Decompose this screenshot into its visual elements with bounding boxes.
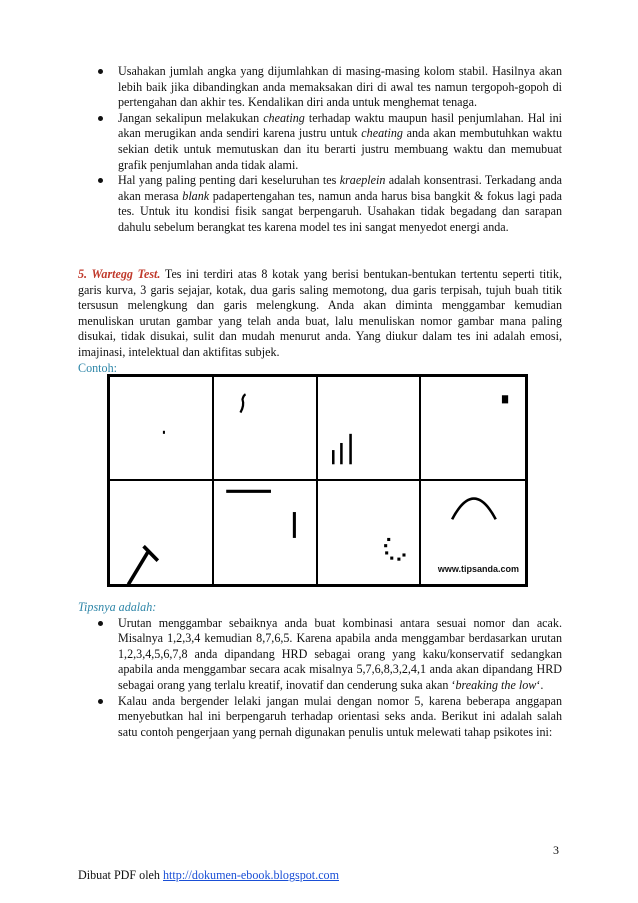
section-5-paragraph: 5. Wartegg Test. Tes ini terdiri atas 8 kotak yang berisi bentukan-bentukan tertentu seperti titik, garis kurva, 3 garis sejajar, kotak, dua garis saling memotong, dua garis terpisah, tujuh buah titik tersusun melengkung dan garis melengkung. Anda akan diminta menggambar kemudian menuliskan urutan gambar yang telah anda buat, lalu menuliskan nomor gambar mana paling disukai, tidak disukai, sulit dan mudah menurut anda. Yang diukur dalam tes ini adalah emosi, imajinasi, intelektual dan aktifitas subjek. (78, 267, 562, 359)
wartegg-box-7 (318, 481, 422, 585)
wartegg-box-6 (214, 481, 318, 585)
wartegg-box-2 (214, 377, 318, 481)
footer-link[interactable]: http://dokumen-ebook.blogspot.com (163, 868, 340, 882)
bullet-icon (98, 178, 103, 183)
watermark-text: www.tipsanda.com (437, 564, 519, 575)
dotted-arc (384, 537, 405, 560)
section-heading: 5. Wartegg Test. (78, 267, 161, 281)
bullet-icon (98, 699, 103, 704)
square-shape (502, 395, 508, 403)
list-item: Hal yang paling penting dari keseluruhan tes kraeplein adalah konsentrasi. Terkadang anda akan merasa blank padapertengahan tes, namun anda harus bisa bangkit & fokus lagi pada tes. Untuk itu kondisi fisik sangat berpengaruh. Usahakan tidak begadang dan sarapan dahulu sebelum berangkat tes karena model tes ini sangat menyedot energi anda. (78, 173, 562, 235)
page-number: 3 (553, 843, 559, 857)
wartegg-box-3 (318, 377, 422, 481)
dot-shape (163, 431, 165, 434)
wartegg-box-1 (110, 377, 214, 481)
wartegg-box-8 (421, 481, 525, 585)
bullet-icon (98, 69, 103, 74)
wartegg-box-4 (421, 377, 525, 481)
list-item: Usahakan jumlah angka yang dijumlahkan di masing-masing kolom stabil. Hasilnya akan lebih baik jika dibandingkan anda memaksakan diri di awal tes namun tergopoh-gopoh di pertengahan dan akhir tes. Kendalikan diri anda untuk menghemat tenaga. (78, 64, 562, 111)
bullet-icon (98, 621, 103, 626)
list-item: Kalau anda bergender lelaki jangan mulai dengan nomor 5, karena beberapa anggapan menyebutkan hal ini berpengaruh terhadap orientasi seks anda. Berikut ini adalah salah satu contoh pengerjaan yang pernah digunakan penulis untuk melewati tahap psikotes ini: (78, 694, 562, 741)
bullet-icon (98, 116, 103, 121)
section-5 (78, 267, 562, 376)
curve-shape (240, 394, 245, 412)
diagonal-line-2 (128, 552, 147, 584)
list-item: Urutan menggambar sebaiknya anda buat kombinasi antara sesuai nomor dan acak. Misalnya 1,2,3,4 kemudian 8,7,6,5. Karena apabila anda menggambar berdasarkan urutan 1,2,3,4,5,6,7,8 anda dipandang HRD sebagai orang yang kaku/konservatif sedangkan apabila anda menggambar secara acak misalnya 5,7,6,8,3,2,4,1 anda akan dipandang HRD sebagai orang yang terlalu kreatif, inovatif dan cenderung suka akan ‘breaking the low‘. (78, 616, 562, 694)
contoh-label: Contoh: (78, 360, 117, 375)
arc-shape (452, 498, 496, 519)
top-bullet-list (78, 64, 562, 236)
list-item: Jangan sekalipun melakukan cheating terhadap waktu maupun hasil penjumlahan. Hal ini akan merugikan anda sendiri karena justru untuk cheating anda akan membutuhkan waktu sekian detik untuk memutuskan dan itu berarti justru membuang waktu dan memubuat grafik penjumlahan anda tidak alami. (78, 111, 562, 173)
wartegg-figure (107, 374, 528, 587)
tips-label: Tipsnya adalah: (78, 600, 157, 614)
wartegg-box-5 (110, 481, 214, 585)
tips-section (78, 600, 562, 740)
footer: Dibuat PDF oleh http://dokumen-ebook.blogspot.com (78, 868, 340, 882)
